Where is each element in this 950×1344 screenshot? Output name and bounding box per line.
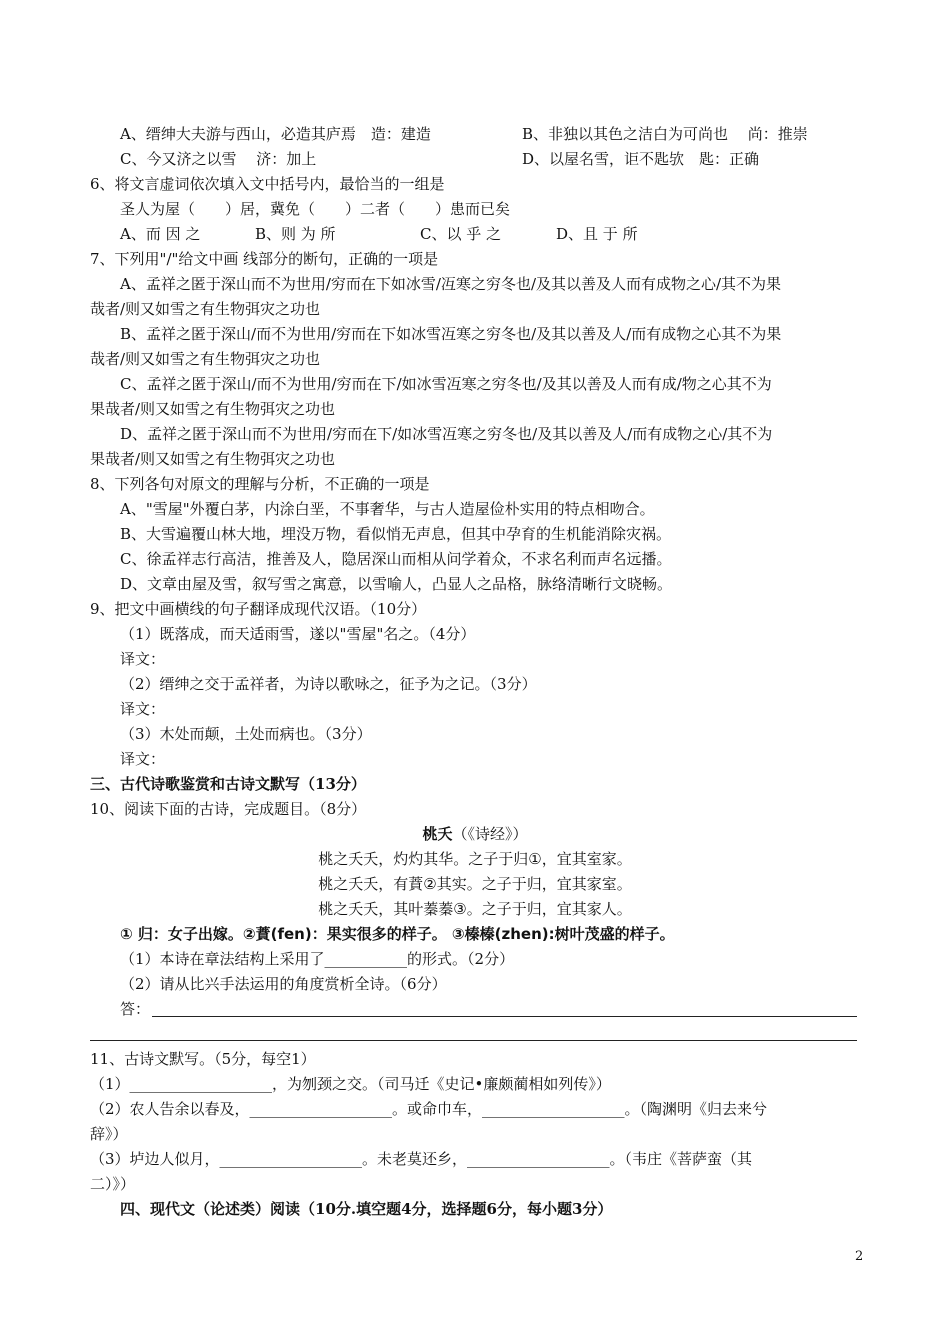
q11-line-3b: 二）》）: [90, 1175, 136, 1193]
q7-option-d-line2: 果哉者/则又如雪之有生物弭灾之功也: [90, 450, 336, 468]
q7-option-b-line2: 哉者/则又如雪之有生物弭灾之功也: [90, 350, 321, 368]
q9-answer-label-2: 译文：: [120, 700, 166, 718]
poem-notes: ① 归：女子出嫁。②蕡(fen)：果实很多的样子。 ③榛榛(zhen):树叶茂盛的样子。: [120, 925, 675, 943]
q10-sub-2: （2）请从比兴手法运用的角度赏析全诗。（6分）: [120, 975, 447, 993]
q8-option-d: D、文章由屋及雪，叙写雪之寓意，以雪喻人，凸显人之品格，脉络清晰行文晓畅。: [120, 575, 673, 593]
q11-stem: 11、古诗文默写。（5分，每空1）: [90, 1050, 316, 1068]
q9-sentence-2: （2）缙绅之交于孟祥者，为诗以歌咏之，征予为之记。（3分）: [120, 675, 537, 693]
q5-option-b: B、非独以其色之洁白为可尚也 尚：推崇: [522, 125, 808, 143]
q7-option-a-line2: 哉者/则又如雪之有生物弭灾之功也: [90, 300, 321, 318]
q6-sentence: 圣人为屋（ ）居，冀免（ ）二者（ ）患而已矣: [120, 200, 511, 218]
q9-sentence-3: （3）木处而颠，土处而病也。（3分）: [120, 725, 372, 743]
poem-line-1: 桃之夭夭，灼灼其华。之子于归①，宜其室家。: [318, 850, 632, 868]
q7-option-a-line1: A、孟祥之匿于深山而不为世用/穷而在下如冰雪/冱寒之穷冬也/及其以善及人而有成物之心/其不为果: [120, 275, 782, 293]
poem-heading: [0, 824, 950, 844]
q9-sentence-1: （1）既落成，而天适雨雪，遂以"雪屋"名之。（4分）: [120, 625, 476, 643]
q11-line-2a: （2）农人告余以春及，___________________。或命巾车，___________________。（陶渊明《归去来兮: [90, 1100, 768, 1118]
section-4-title: 四、现代文（论述类）阅读（10分.填空题4分，选择题6分，每小题3分）: [120, 1200, 613, 1218]
q6-option-b: B、则 为 所: [255, 225, 336, 243]
q7-option-d-line1: D、孟祥之匿于深山而不为世用/穷而在下/如冰雪冱寒之穷冬也/及其以善及人/而有成物之心/其不为: [120, 425, 773, 443]
q5-option-d: D、以屋名雪，讵不匙欤 匙：正确: [522, 150, 760, 168]
q8-option-c: C、徐孟祥志行高洁，推善及人，隐居深山而相从问学着众，不求名利而声名远播。: [120, 550, 672, 568]
poem-title: 桃夭: [422, 825, 453, 843]
q7-option-c-line2: 果哉者/则又如雪之有生物弭灾之功也: [90, 400, 336, 418]
q5-option-c: C、今又济之以雪 济：加上: [120, 150, 317, 168]
q11-line-1: （1）___________________，为刎颈之交。（司马迁《史记•廉颇蔺相如列传》）: [90, 1075, 611, 1093]
q11-line-2b: 辞》）: [90, 1125, 128, 1143]
q7-option-c-line1: C、孟祥之匿于深山/而不为世用/穷而在下/如冰雪冱寒之穷冬也/及其以善及人而有成/物之心其不为: [120, 375, 772, 393]
q8-stem: 8、下列各句对原文的理解与分析，不正确的一项是: [90, 475, 430, 493]
q8-option-b: B、大雪遍覆山林大地，埋没万物，看似悄无声息，但其中孕育的生机能消除灾祸。: [120, 525, 672, 543]
q10-stem: 10、阅读下面的古诗，完成题目。（8分）: [90, 800, 367, 818]
q7-option-b-line1: B、孟祥之匿于深山/而不为世用/穷而在下如冰雪冱寒之穷冬也/及其以善及人/而有成物之心其不为果: [120, 325, 782, 343]
q9-answer-label-1: 译文：: [120, 650, 166, 668]
q11-line-3a: （3）垆边人似月，___________________。未老莫还乡，___________________。（韦庄《菩萨蛮（其: [90, 1150, 753, 1168]
answer-line-2: [90, 1040, 857, 1041]
section-3-title: 三、古代诗歌鉴赏和古诗文默写（13分）: [90, 775, 366, 793]
poem-line-2: 桃之夭夭，有蕡②其实。之子于归，宜其家室。: [318, 875, 632, 893]
q7-stem: 7、下列用"/"给文中画 线部分的断句，正确的一项是: [90, 250, 439, 268]
answer-line-1: [152, 1016, 857, 1017]
q6-stem: 6、将文言虚词依次填入文中括号内，最恰当的一组是: [90, 175, 445, 193]
q10-answer-label: 答：: [120, 1000, 151, 1018]
poem-line-3: 桃之夭夭，其叶蓁蓁③。之子于归，宜其家人。: [318, 900, 632, 918]
q9-answer-label-3: 译文：: [120, 750, 166, 768]
q10-sub-1: （1）本诗在章法结构上采用了___________的形式。（2分）: [120, 950, 515, 968]
q8-option-a: A、"雪屋"外覆白茅，内涂白垩，不事奢华，与古人造屋俭朴实用的特点相吻合。: [120, 500, 655, 518]
page-number: 2: [855, 1249, 864, 1264]
q5-option-a: A、缙绅大夫游与西山，必造其庐焉 造：建造: [120, 125, 431, 143]
poem-source: （《诗经》）: [452, 825, 528, 843]
q6-option-d: D、且 于 所: [556, 225, 638, 243]
q6-option-c: C、以 乎 之: [420, 225, 502, 243]
q9-stem: 9、把文中画横线的句子翻译成现代汉语。（10分）: [90, 600, 427, 618]
q6-option-a: A、而 因 之: [120, 225, 201, 243]
